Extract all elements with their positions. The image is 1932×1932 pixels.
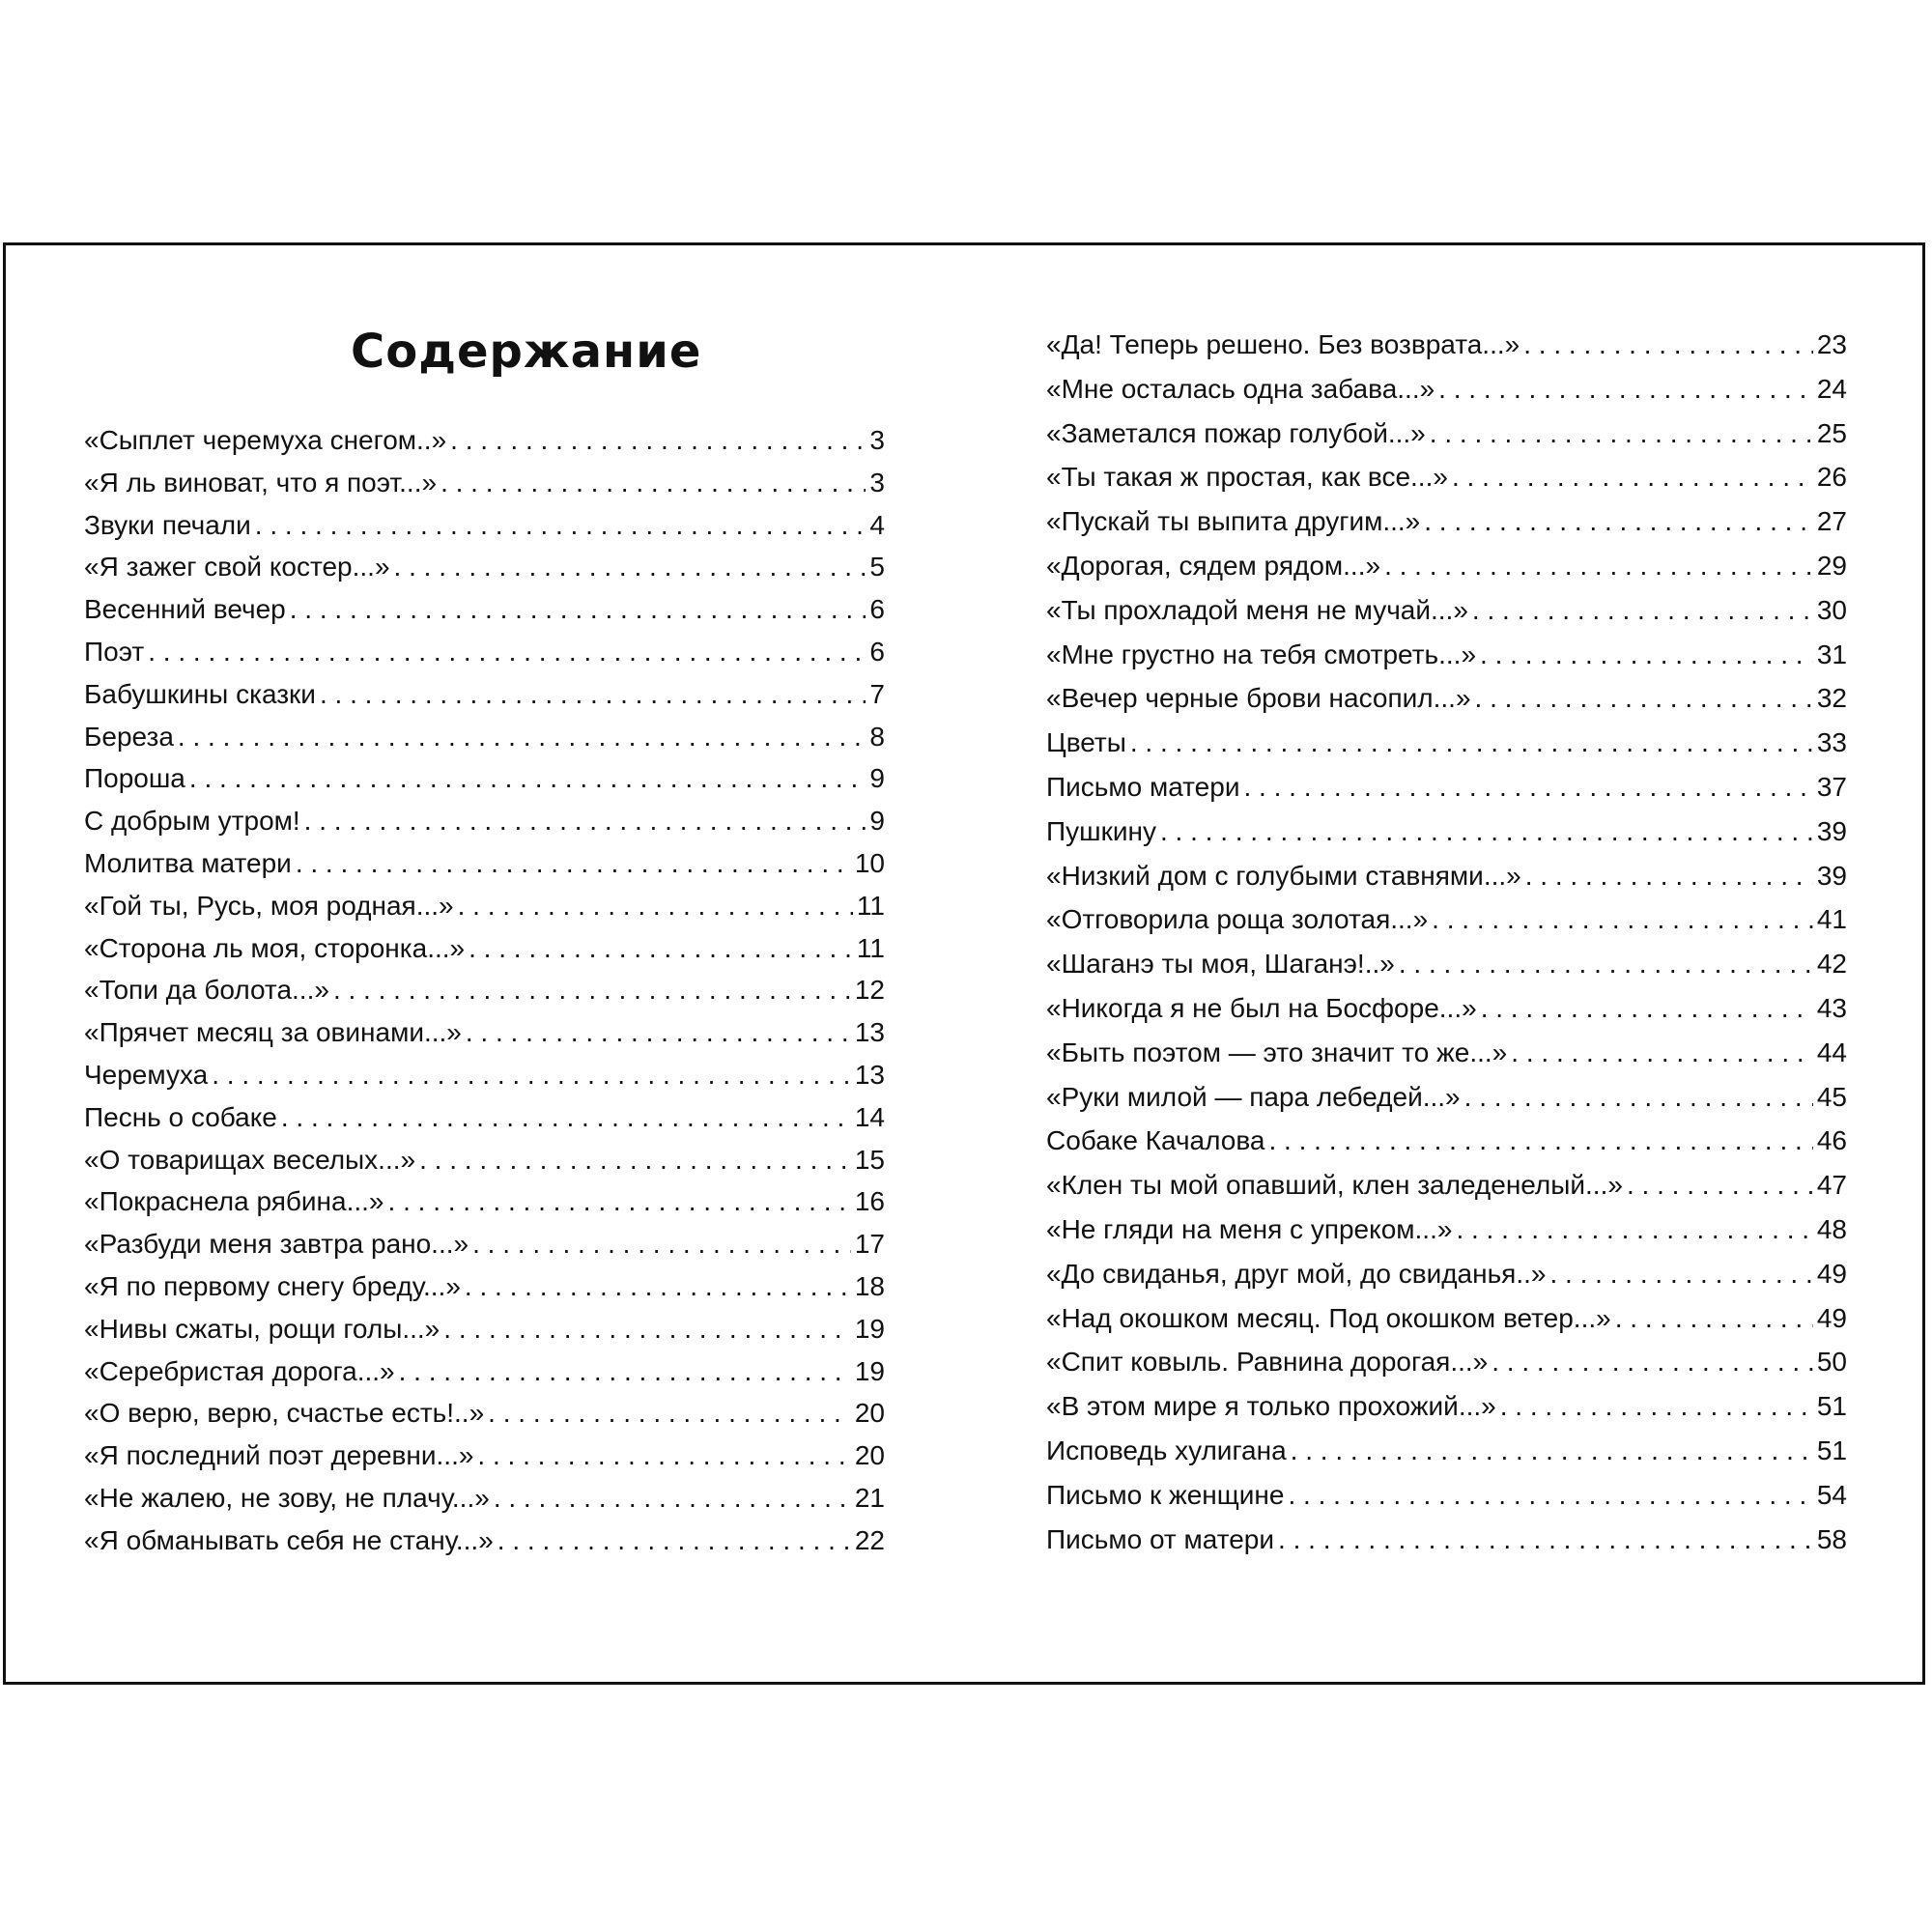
toc-entry — [84, 1011, 885, 1054]
toc-entry-page-number: 10 — [854, 847, 885, 878]
toc-entry — [84, 1096, 885, 1139]
toc-entry — [1046, 412, 1847, 456]
toc-entry — [1046, 455, 1847, 499]
toc-entry-page-number: 43 — [1816, 992, 1847, 1023]
toc-entry — [1046, 765, 1847, 810]
toc-entry — [84, 885, 885, 927]
toc-entry-title: «Не гляди на меня с упреком...» — [1046, 1213, 1453, 1244]
toc-entry-page-number: 51 — [1816, 1391, 1847, 1422]
toc-entry — [84, 1054, 885, 1096]
toc-entry — [1046, 810, 1847, 854]
toc-entry — [1046, 1340, 1847, 1384]
dot-leader — [212, 1054, 851, 1096]
toc-entry-page-number: 9 — [869, 806, 885, 837]
toc-entry-page-number: 17 — [854, 1229, 885, 1260]
toc-entry — [1046, 1296, 1847, 1341]
toc-entry-page-number: 30 — [1816, 594, 1847, 625]
dot-leader — [394, 546, 867, 588]
dot-leader — [1481, 986, 1813, 1031]
toc-entry — [1046, 721, 1847, 765]
dot-leader — [178, 716, 867, 758]
toc-entry — [84, 1180, 885, 1223]
toc-entry-page-number: 23 — [1816, 329, 1847, 359]
toc-entry-title: Звуки печали — [84, 509, 251, 540]
toc-entry-page-number: 42 — [1816, 949, 1847, 980]
toc-entry-page-number: 50 — [1816, 1347, 1847, 1378]
toc-entry-title: Пушкину — [1046, 815, 1156, 846]
toc-entry-page-number: 47 — [1816, 1170, 1847, 1201]
toc-entry — [84, 757, 885, 800]
toc-entry — [1046, 499, 1847, 544]
toc-entry-page-number: 19 — [854, 1355, 885, 1386]
toc-entry-title: Исповедь хулигана — [1046, 1435, 1287, 1465]
toc-entry-page-number: 14 — [854, 1101, 885, 1132]
toc-entry-title: «Я по первому снегу бреду...» — [84, 1270, 461, 1301]
dot-leader — [1472, 588, 1813, 633]
toc-entry-page-number: 7 — [869, 678, 885, 709]
toc-entry — [84, 1265, 885, 1308]
dot-leader — [1615, 1296, 1813, 1341]
toc-entry-page-number: 20 — [854, 1398, 885, 1429]
dot-leader — [1424, 499, 1813, 544]
toc-entry-title: «Да! Теперь решено. Без возврата...» — [1046, 329, 1520, 359]
toc-entry — [1046, 1384, 1847, 1429]
toc-entry-title: «Покраснела рябина...» — [84, 1186, 384, 1217]
toc-entry-title: «Спит ковыль. Равнина дорогая...» — [1046, 1347, 1489, 1378]
dot-leader — [1399, 942, 1813, 986]
dot-leader — [488, 1392, 851, 1435]
toc-entry-title: «Ты такая ж простая, как все...» — [1046, 462, 1448, 493]
toc-entry — [84, 969, 885, 1011]
toc-entry — [1046, 1075, 1847, 1120]
toc-entry-page-number: 29 — [1816, 550, 1847, 581]
toc-entry-title: «Гой ты, Русь, моя родная...» — [84, 890, 454, 921]
toc-entry — [1046, 676, 1847, 721]
toc-entry-title: «Сторона ль моя, сторонка...» — [84, 932, 466, 963]
dot-leader — [1291, 1429, 1813, 1473]
dot-leader — [304, 800, 867, 842]
toc-entry-page-number: 26 — [1816, 462, 1847, 493]
toc-entry-title: «Я обманывать себя не стану...» — [84, 1524, 494, 1555]
dot-leader — [320, 673, 866, 716]
dot-leader — [477, 1435, 850, 1477]
dot-leader — [290, 588, 867, 631]
toc-entry — [1046, 1252, 1847, 1296]
toc-entry-page-number: 16 — [854, 1186, 885, 1217]
toc-entry-page-number: 39 — [1816, 815, 1847, 846]
toc-entry-title: «Разбуди меня завтра рано...» — [84, 1229, 469, 1260]
toc-entry-page-number: 58 — [1816, 1523, 1847, 1554]
toc-entry — [84, 1435, 885, 1477]
toc-entry-page-number: 49 — [1816, 1302, 1847, 1333]
toc-entry-page-number: 33 — [1816, 727, 1847, 758]
dot-leader — [1456, 1208, 1812, 1252]
dot-leader — [1525, 854, 1813, 898]
toc-entry-page-number: 32 — [1816, 683, 1847, 714]
toc-entry-title: Письмо к женщине — [1046, 1479, 1285, 1510]
toc-entry-page-number: 6 — [869, 594, 885, 625]
toc-entry — [84, 1520, 885, 1562]
dot-leader — [494, 1477, 851, 1520]
toc-entry-title: «Я последний поэт деревни...» — [84, 1440, 474, 1471]
toc-entry — [1046, 897, 1847, 942]
toc-entry — [84, 1223, 885, 1265]
toc-entry-title: «Заметался пожар голубой...» — [1046, 417, 1426, 448]
dot-leader — [1475, 676, 1813, 721]
toc-entry-title: «Я ль виноват, что я поэт...» — [84, 467, 438, 497]
toc-entry-page-number: 19 — [854, 1313, 885, 1344]
dot-leader — [148, 631, 866, 673]
toc-entry-page-number: 41 — [1816, 904, 1847, 935]
dot-leader — [465, 1265, 851, 1308]
toc-entry — [84, 462, 885, 504]
toc-entry — [84, 546, 885, 588]
toc-entry-page-number: 15 — [854, 1144, 885, 1175]
toc-entry-title: «Дорогая, сядем рядом...» — [1046, 550, 1381, 581]
toc-entry — [84, 1308, 885, 1350]
toc-entry-page-number: 13 — [854, 1059, 885, 1090]
dot-leader — [1452, 455, 1813, 499]
toc-entry — [84, 842, 885, 885]
toc-entry-page-number: 44 — [1816, 1037, 1847, 1067]
toc-entry — [1046, 1031, 1847, 1075]
toc-entry-title: Береза — [84, 721, 174, 752]
toc-entry-title: Письмо матери — [1046, 771, 1240, 802]
toc-entry-page-number: 24 — [1816, 373, 1847, 404]
toc-entry-title: Молитва матери — [84, 847, 292, 878]
toc-entry-page-number: 21 — [854, 1482, 885, 1513]
dot-leader — [472, 1223, 851, 1265]
toc-entry-page-number: 39 — [1816, 860, 1847, 891]
toc-entry — [1046, 1473, 1847, 1518]
toc-entry-title: Бабушкины сказки — [84, 678, 316, 709]
toc-entry-title: «Низкий дом с голубыми ставнями...» — [1046, 860, 1521, 891]
toc-entry-title: «Руки милой — пара лебедей...» — [1046, 1081, 1461, 1112]
toc-entry — [1046, 1119, 1847, 1163]
toc-entry-page-number: 46 — [1816, 1125, 1847, 1156]
toc-entry — [1046, 1429, 1847, 1473]
toc-entry-page-number: 20 — [854, 1440, 885, 1471]
dot-leader — [255, 504, 867, 547]
toc-entry-title: «Быть поэтом — это значит то же...» — [1046, 1037, 1508, 1067]
toc-entry — [84, 504, 885, 547]
toc-entry — [84, 673, 885, 716]
dot-leader — [1511, 1031, 1813, 1075]
toc-entry-page-number: 45 — [1816, 1081, 1847, 1112]
dot-leader — [399, 1350, 851, 1393]
toc-entry-page-number: 18 — [854, 1270, 885, 1301]
dot-leader — [1384, 544, 1813, 588]
toc-entry-title: «Шаганэ ты моя, Шаганэ!..» — [1046, 949, 1395, 980]
toc-entry — [1046, 854, 1847, 898]
toc-entry-title: «Никогда я не был на Босфоре...» — [1046, 992, 1477, 1023]
toc-entry-page-number: 3 — [869, 425, 885, 455]
toc-entry — [1046, 367, 1847, 412]
toc-entry — [84, 419, 885, 462]
toc-entry-title: «До свиданья, друг мой, до свиданья..» — [1046, 1258, 1547, 1289]
toc-entry — [1046, 1518, 1847, 1562]
toc-entry-page-number: 11 — [856, 932, 885, 963]
toc-entry-page-number: 9 — [869, 763, 885, 794]
toc-entry — [84, 1350, 885, 1393]
toc-entry-title: Собаке Качалова — [1046, 1125, 1265, 1156]
dot-leader — [1627, 1163, 1813, 1208]
toc-entry-title: С добрым утром! — [84, 806, 300, 837]
contents-column-right — [1046, 323, 1847, 1561]
toc-entry-title: «Нивы сжаты, рощи голы...» — [84, 1313, 440, 1344]
toc-entry-title: Песнь о собаке — [84, 1101, 277, 1132]
toc-entry — [84, 631, 885, 673]
toc-entry-title: Письмо от матери — [1046, 1523, 1275, 1554]
toc-entry-page-number: 27 — [1816, 506, 1847, 537]
dot-leader — [450, 419, 866, 462]
dot-leader — [296, 842, 851, 885]
toc-entry-title: «Не жалею, не зову, не плачу...» — [84, 1482, 490, 1513]
toc-entry-title: Весенний вечер — [84, 594, 286, 625]
toc-entry-page-number: 25 — [1816, 417, 1847, 448]
toc-entry-title: «Пускай ты выпита другим...» — [1046, 506, 1421, 537]
dot-leader — [388, 1180, 851, 1223]
dot-leader — [333, 969, 851, 1011]
toc-entry — [1046, 633, 1847, 677]
toc-entry-title: «Прячет месяц за овинами...» — [84, 1017, 462, 1048]
dot-leader — [458, 885, 853, 927]
toc-entry-title: «Клен ты мой опавший, клен заледенелый...» — [1046, 1170, 1623, 1201]
page-title: Содержание — [351, 325, 702, 379]
toc-entry-page-number: 31 — [1816, 639, 1847, 669]
toc-entry-title: «Ты прохладой меня не мучай...» — [1046, 594, 1468, 625]
dot-leader — [1430, 412, 1813, 456]
toc-entry-page-number: 11 — [856, 890, 885, 921]
toc-entry — [1046, 323, 1847, 367]
dot-leader — [1288, 1473, 1812, 1518]
toc-entry — [1046, 1163, 1847, 1208]
toc-entry-title: Цветы — [1046, 727, 1126, 758]
toc-entry — [1046, 544, 1847, 588]
toc-entry-page-number: 54 — [1816, 1479, 1847, 1510]
dot-leader — [1130, 721, 1813, 765]
toc-entry-title: «Над окошком месяц. Под окошком ветер...» — [1046, 1302, 1611, 1333]
toc-entry-title: «Серебристая дорога...» — [84, 1355, 395, 1386]
dot-leader — [1480, 633, 1813, 677]
toc-entry-title: «Сыплет черемуха снегом..» — [84, 425, 447, 455]
toc-entry-title: Черемуха — [84, 1059, 209, 1090]
dot-leader — [440, 462, 866, 504]
toc-entry — [1046, 986, 1847, 1031]
toc-entry-page-number: 51 — [1816, 1435, 1847, 1465]
dot-leader — [1268, 1119, 1812, 1163]
toc-entry-page-number: 37 — [1816, 771, 1847, 802]
toc-entry — [1046, 588, 1847, 633]
dot-leader — [443, 1308, 851, 1350]
toc-entry-page-number: 12 — [854, 975, 885, 1006]
dot-leader — [1160, 810, 1813, 854]
toc-entry-title: «Мне грустно на тебя смотреть...» — [1046, 639, 1477, 669]
dot-leader — [189, 757, 867, 800]
dot-leader — [1278, 1518, 1813, 1562]
toc-entry-page-number: 5 — [869, 552, 885, 582]
toc-entry-title: «Я зажег свой костер...» — [84, 552, 390, 582]
toc-entry — [84, 1392, 885, 1435]
dot-leader — [1523, 323, 1813, 367]
toc-entry-page-number: 6 — [869, 636, 885, 667]
dot-leader — [1432, 897, 1813, 942]
toc-entry — [1046, 1208, 1847, 1252]
dot-leader — [1492, 1340, 1813, 1384]
toc-entry — [84, 1139, 885, 1181]
dot-leader — [1438, 367, 1813, 412]
toc-entry-title: «О товарищах веселых...» — [84, 1144, 416, 1175]
toc-entry — [84, 800, 885, 842]
dot-leader — [1549, 1252, 1812, 1296]
toc-entry — [84, 927, 885, 970]
toc-entry — [84, 1477, 885, 1520]
toc-entry-page-number: 13 — [854, 1017, 885, 1048]
toc-entry-page-number: 8 — [869, 721, 885, 752]
toc-entry-title: «Отговорила роща золотая...» — [1046, 904, 1429, 935]
toc-entry-page-number: 49 — [1816, 1258, 1847, 1289]
toc-entry-title: Поэт — [84, 636, 145, 667]
dot-leader — [419, 1139, 851, 1181]
dot-leader — [281, 1096, 851, 1139]
toc-entry-title: «Мне осталась одна забава...» — [1046, 373, 1435, 404]
dot-leader — [1500, 1384, 1813, 1429]
dot-leader — [466, 1011, 851, 1054]
toc-entry-title: Пороша — [84, 763, 185, 794]
toc-entry-page-number: 22 — [854, 1524, 885, 1555]
dot-leader — [469, 927, 853, 970]
toc-entry-title: «О верю, верю, счастье есть!..» — [84, 1398, 485, 1429]
dot-leader — [1243, 765, 1812, 810]
toc-entry-title: «Топи да болота...» — [84, 975, 329, 1006]
dot-leader — [1464, 1075, 1813, 1120]
toc-entry-title: «Вечер черные брови насопил...» — [1046, 683, 1471, 714]
toc-entry-page-number: 3 — [869, 467, 885, 497]
toc-entry — [84, 588, 885, 631]
toc-entry-page-number: 4 — [869, 509, 885, 540]
toc-entry — [1046, 942, 1847, 986]
toc-entry — [84, 716, 885, 758]
toc-entry-page-number: 48 — [1816, 1213, 1847, 1244]
toc-entry-title: «В этом мире я только прохожий...» — [1046, 1391, 1496, 1422]
contents-column-left — [84, 419, 885, 1562]
dot-leader — [497, 1520, 851, 1562]
